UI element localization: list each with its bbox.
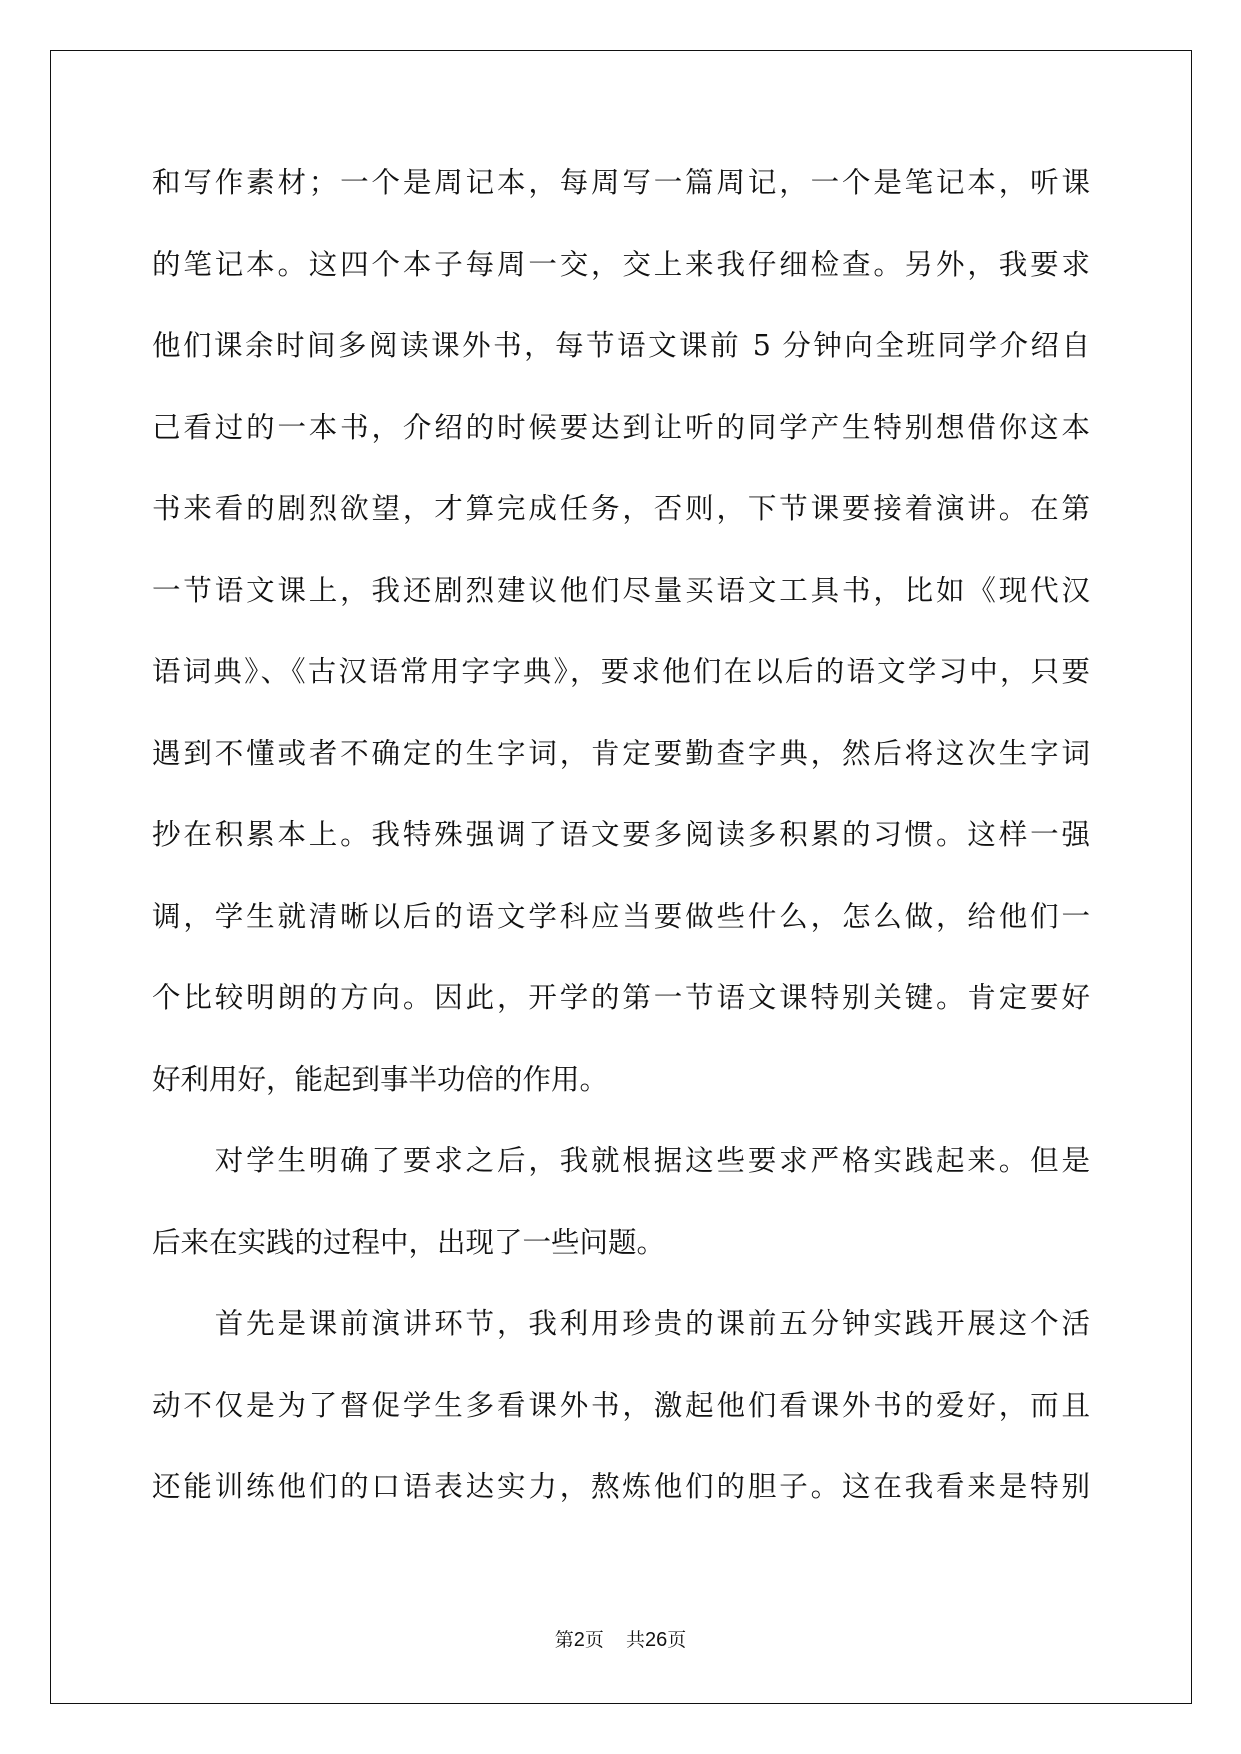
page-number: 2 <box>573 1629 585 1651</box>
text-line: 和写作素材；一个是周记本，每周写一篇周记，一个是笔记本，听课 <box>152 166 1090 199</box>
text-line: 语词典》、《古汉语常用字字典》，要求他们在以后的语文学习中，只要 <box>152 655 1090 688</box>
text-line: 的笔记本。这四个本子每周一交，交上来我仔细检查。另外，我要求 <box>152 247 1090 281</box>
text-line: 首先是课前演讲环节，我利用珍贵的课前五分钟实践开展这个活 <box>152 1307 1090 1340</box>
page-suffix: 页 <box>584 1629 604 1651</box>
text-line: 动不仅是为了督促学生多看课外书，激起他们看课外书的爱好，而且 <box>152 1388 1090 1422</box>
text-line: 己看过的一本书，介绍的时候要达到让听的同学产生特别想借你这本 <box>152 410 1090 444</box>
total-suffix: 页 <box>667 1629 687 1651</box>
text-line: 后来在实践的过程中，出现了一些问题。 <box>152 1225 666 1259</box>
total-prefix: 共 <box>625 1629 645 1651</box>
text-line: 一节语文课上，我还剧烈建议他们尽量买语文工具书，比如《现代汉 <box>152 573 1090 607</box>
text-line: 书来看的剧烈欲望，才算完成任务，否则，下节课要接着演讲。在第 <box>152 492 1090 525</box>
text-line: 抄在积累本上。我特殊强调了语文要多阅读多积累的习惯。这样一强 <box>152 818 1090 851</box>
text-line: 好利用好，能起到事半功倍的作用。 <box>152 1062 609 1096</box>
body-text <box>152 158 1090 1544</box>
text-line: 调，学生就清晰以后的语文学科应当要做些什么，怎么做，给他们一 <box>152 899 1090 933</box>
total-pages: 26 <box>644 1629 668 1651</box>
text-line: 遇到不懂或者不确定的生字词，肯定要勤查字典，然后将这次生字词 <box>152 736 1090 770</box>
text-line: 对学生明确了要求之后，我就根据这些要求严格实践起来。但是 <box>152 1144 1090 1177</box>
text-line: 个比较明朗的方向。因此，开学的第一节语文课特别关键。肯定要好 <box>152 981 1090 1014</box>
text-line: 还能训练他们的口语表达实力，熬炼他们的胆子。这在我看来是特别 <box>152 1470 1090 1503</box>
page-footer <box>0 1625 1241 1652</box>
page-prefix: 第 <box>554 1629 574 1651</box>
text-line: 他们课余时间多阅读课外书，每节语文课前 5 分钟向全班同学介绍自 <box>152 329 1090 362</box>
